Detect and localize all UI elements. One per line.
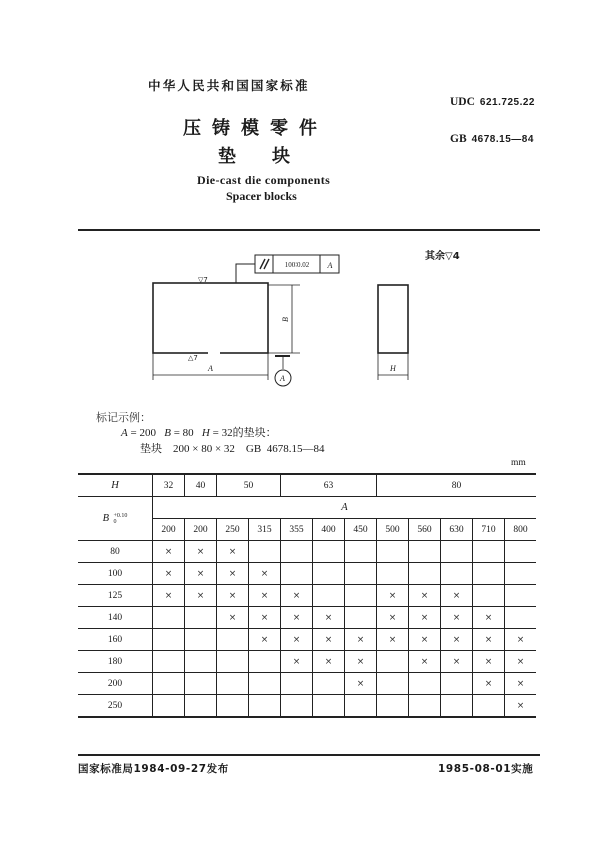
availability-cell [409, 563, 441, 585]
h-group: 32 [153, 474, 185, 497]
availability-cell: × [217, 585, 249, 607]
svg-text:△7: △7 [188, 354, 198, 362]
availability-cell: × [505, 651, 537, 673]
a-value: 200 [185, 519, 217, 541]
availability-cell [345, 585, 377, 607]
availability-cell [185, 695, 217, 718]
availability-cell [185, 629, 217, 651]
availability-cell: × [281, 629, 313, 651]
availability-cell [345, 541, 377, 563]
b-value: 160 [78, 629, 153, 651]
svg-text:A: A [208, 364, 213, 373]
availability-cell [441, 563, 473, 585]
availability-cell: × [153, 585, 185, 607]
param-h-label: H [201, 427, 210, 439]
header-divider [78, 229, 540, 231]
svg-text:▽7: ▽7 [198, 276, 208, 284]
table-row [78, 695, 536, 718]
availability-cell [185, 651, 217, 673]
param-a-label: A [121, 427, 128, 439]
availability-cell: × [185, 563, 217, 585]
h-group: 40 [185, 474, 217, 497]
b-value: 100 [78, 563, 153, 585]
availability-cell: × [185, 585, 217, 607]
availability-cell: × [345, 651, 377, 673]
b-value: 200 [78, 673, 153, 695]
a-value: 315 [249, 519, 281, 541]
availability-cell [441, 673, 473, 695]
availability-cell: × [217, 563, 249, 585]
table-row [78, 585, 536, 607]
size-table [78, 473, 536, 718]
availability-cell [441, 541, 473, 563]
availability-cell [473, 585, 505, 607]
a-value: 355 [281, 519, 313, 541]
b-tolerance-upper: +0.10 [113, 512, 128, 519]
availability-cell [377, 673, 409, 695]
a-value: 560 [409, 519, 441, 541]
availability-cell: × [377, 629, 409, 651]
availability-cell: × [281, 585, 313, 607]
b-header-label: B [102, 512, 110, 524]
availability-cell [505, 541, 537, 563]
availability-cell [153, 607, 185, 629]
availability-cell: × [217, 607, 249, 629]
b-tolerance-lower: 0 [113, 518, 117, 525]
surface-finish-note: 其余▽4 [425, 251, 460, 262]
h-group: 50 [217, 474, 281, 497]
a-header: A [153, 497, 537, 519]
availability-cell [345, 563, 377, 585]
b-value: 250 [78, 695, 153, 718]
availability-cell [505, 563, 537, 585]
availability-cell: × [473, 651, 505, 673]
availability-cell: × [473, 629, 505, 651]
availability-cell [313, 673, 345, 695]
availability-cell [473, 563, 505, 585]
availability-cell: × [409, 629, 441, 651]
availability-cell [313, 541, 345, 563]
availability-cell: × [441, 651, 473, 673]
table-row [78, 629, 536, 651]
availability-cell: × [441, 607, 473, 629]
b-tolerance [113, 513, 127, 525]
a-value: 630 [441, 519, 473, 541]
availability-cell [505, 585, 537, 607]
availability-cell: × [249, 607, 281, 629]
a-value: 450 [345, 519, 377, 541]
gb-code [450, 133, 534, 145]
availability-cell: × [153, 563, 185, 585]
availability-cell: × [313, 629, 345, 651]
availability-cell [377, 563, 409, 585]
availability-cell [473, 541, 505, 563]
a-header-row [78, 497, 536, 519]
availability-cell: × [281, 651, 313, 673]
availability-cell [441, 695, 473, 718]
availability-cell: × [473, 673, 505, 695]
availability-cell: × [345, 629, 377, 651]
front-view-outline [153, 283, 268, 353]
availability-cell [217, 651, 249, 673]
marking-example-designation: 垫块 200 × 80 × 32 GB 4678.15—84 [140, 443, 325, 455]
b-value: 80 [78, 541, 153, 563]
b-value: 140 [78, 607, 153, 629]
availability-cell: × [153, 541, 185, 563]
implement-date: 1985-08-01实施 [438, 763, 534, 775]
availability-cell [217, 695, 249, 718]
h-header-row [78, 474, 536, 497]
availability-cell [505, 607, 537, 629]
svg-text:H: H [390, 364, 396, 373]
table-row [78, 607, 536, 629]
standard-label: 中华人民共和国国家标准 [148, 78, 310, 93]
availability-cell [281, 673, 313, 695]
availability-cell: × [505, 695, 537, 718]
availability-cell [345, 695, 377, 718]
availability-cell [473, 695, 505, 718]
table-row [78, 651, 536, 673]
side-view-outline [378, 285, 408, 353]
b-header [78, 497, 153, 541]
availability-cell [217, 629, 249, 651]
availability-cell [153, 695, 185, 718]
availability-cell: × [249, 629, 281, 651]
availability-cell: × [409, 651, 441, 673]
availability-cell [409, 541, 441, 563]
footer-divider [78, 754, 540, 756]
svg-text:A: A [280, 374, 285, 383]
availability-cell [217, 673, 249, 695]
publish-date: 国家标准局1984-09-27发布 [78, 763, 229, 775]
table-body [78, 541, 536, 718]
a-value: 800 [505, 519, 537, 541]
availability-cell: × [473, 607, 505, 629]
h-group: 63 [281, 474, 377, 497]
availability-cell [409, 673, 441, 695]
table-row [78, 563, 536, 585]
table-row [78, 673, 536, 695]
availability-cell: × [249, 585, 281, 607]
gb-value: 4678.15—84 [471, 134, 534, 145]
table-row [78, 541, 536, 563]
availability-cell [249, 673, 281, 695]
h-group: 80 [377, 474, 537, 497]
availability-cell: × [409, 607, 441, 629]
svg-text:A: A [327, 261, 333, 270]
param-h-value: = 32的垫块： [212, 427, 277, 439]
availability-cell [249, 695, 281, 718]
availability-cell [185, 673, 217, 695]
availability-cell: × [313, 651, 345, 673]
udc-label: UDC [450, 96, 475, 108]
availability-cell [345, 607, 377, 629]
b-value: 180 [78, 651, 153, 673]
title-cn-char-2: 块 [272, 146, 290, 167]
svg-text:B: B [281, 317, 290, 322]
h-header: H [78, 474, 153, 497]
availability-cell [313, 585, 345, 607]
availability-cell: × [217, 541, 249, 563]
availability-cell: × [441, 585, 473, 607]
availability-cell [249, 651, 281, 673]
title-en-line2: Spacer blocks [226, 189, 297, 203]
availability-cell: × [505, 673, 537, 695]
availability-cell [409, 695, 441, 718]
availability-cell [377, 651, 409, 673]
availability-cell: × [185, 541, 217, 563]
availability-cell: × [313, 607, 345, 629]
spacer-block-drawing [140, 250, 440, 400]
title-cn-line2 [218, 142, 326, 168]
param-a-value: = 200 [130, 427, 156, 439]
availability-cell [281, 695, 313, 718]
availability-cell [185, 607, 217, 629]
availability-cell [377, 541, 409, 563]
availability-cell: × [345, 673, 377, 695]
title-cn-line1: 压铸模零件 [183, 118, 328, 139]
a-value: 500 [377, 519, 409, 541]
a-value: 710 [473, 519, 505, 541]
title-cn-char-1: 垫 [218, 146, 236, 167]
gb-label: GB [450, 133, 467, 145]
marking-example-title: 标记示例： [96, 411, 151, 424]
availability-cell: × [281, 607, 313, 629]
availability-cell [281, 541, 313, 563]
unit-label: mm [511, 458, 526, 468]
b-value: 125 [78, 585, 153, 607]
availability-cell [377, 695, 409, 718]
availability-cell [313, 563, 345, 585]
availability-cell [153, 629, 185, 651]
param-b-label: B [164, 427, 171, 439]
a-value: 400 [313, 519, 345, 541]
marking-example-params [121, 424, 277, 440]
availability-cell [249, 541, 281, 563]
availability-cell [153, 651, 185, 673]
availability-cell: × [441, 629, 473, 651]
tolerance-value: 100∶0.02 [284, 261, 310, 269]
title-en-line1: Die-cast die components [197, 173, 331, 187]
udc-code [450, 96, 535, 108]
availability-cell: × [377, 585, 409, 607]
param-b-value: = 80 [173, 427, 194, 439]
availability-cell: × [505, 629, 537, 651]
availability-cell: × [377, 607, 409, 629]
udc-value: 621.725.22 [479, 97, 535, 108]
availability-cell [153, 673, 185, 695]
a-value: 200 [153, 519, 185, 541]
a-value: 250 [217, 519, 249, 541]
availability-cell [281, 563, 313, 585]
availability-cell [313, 695, 345, 718]
availability-cell: × [409, 585, 441, 607]
availability-cell: × [249, 563, 281, 585]
